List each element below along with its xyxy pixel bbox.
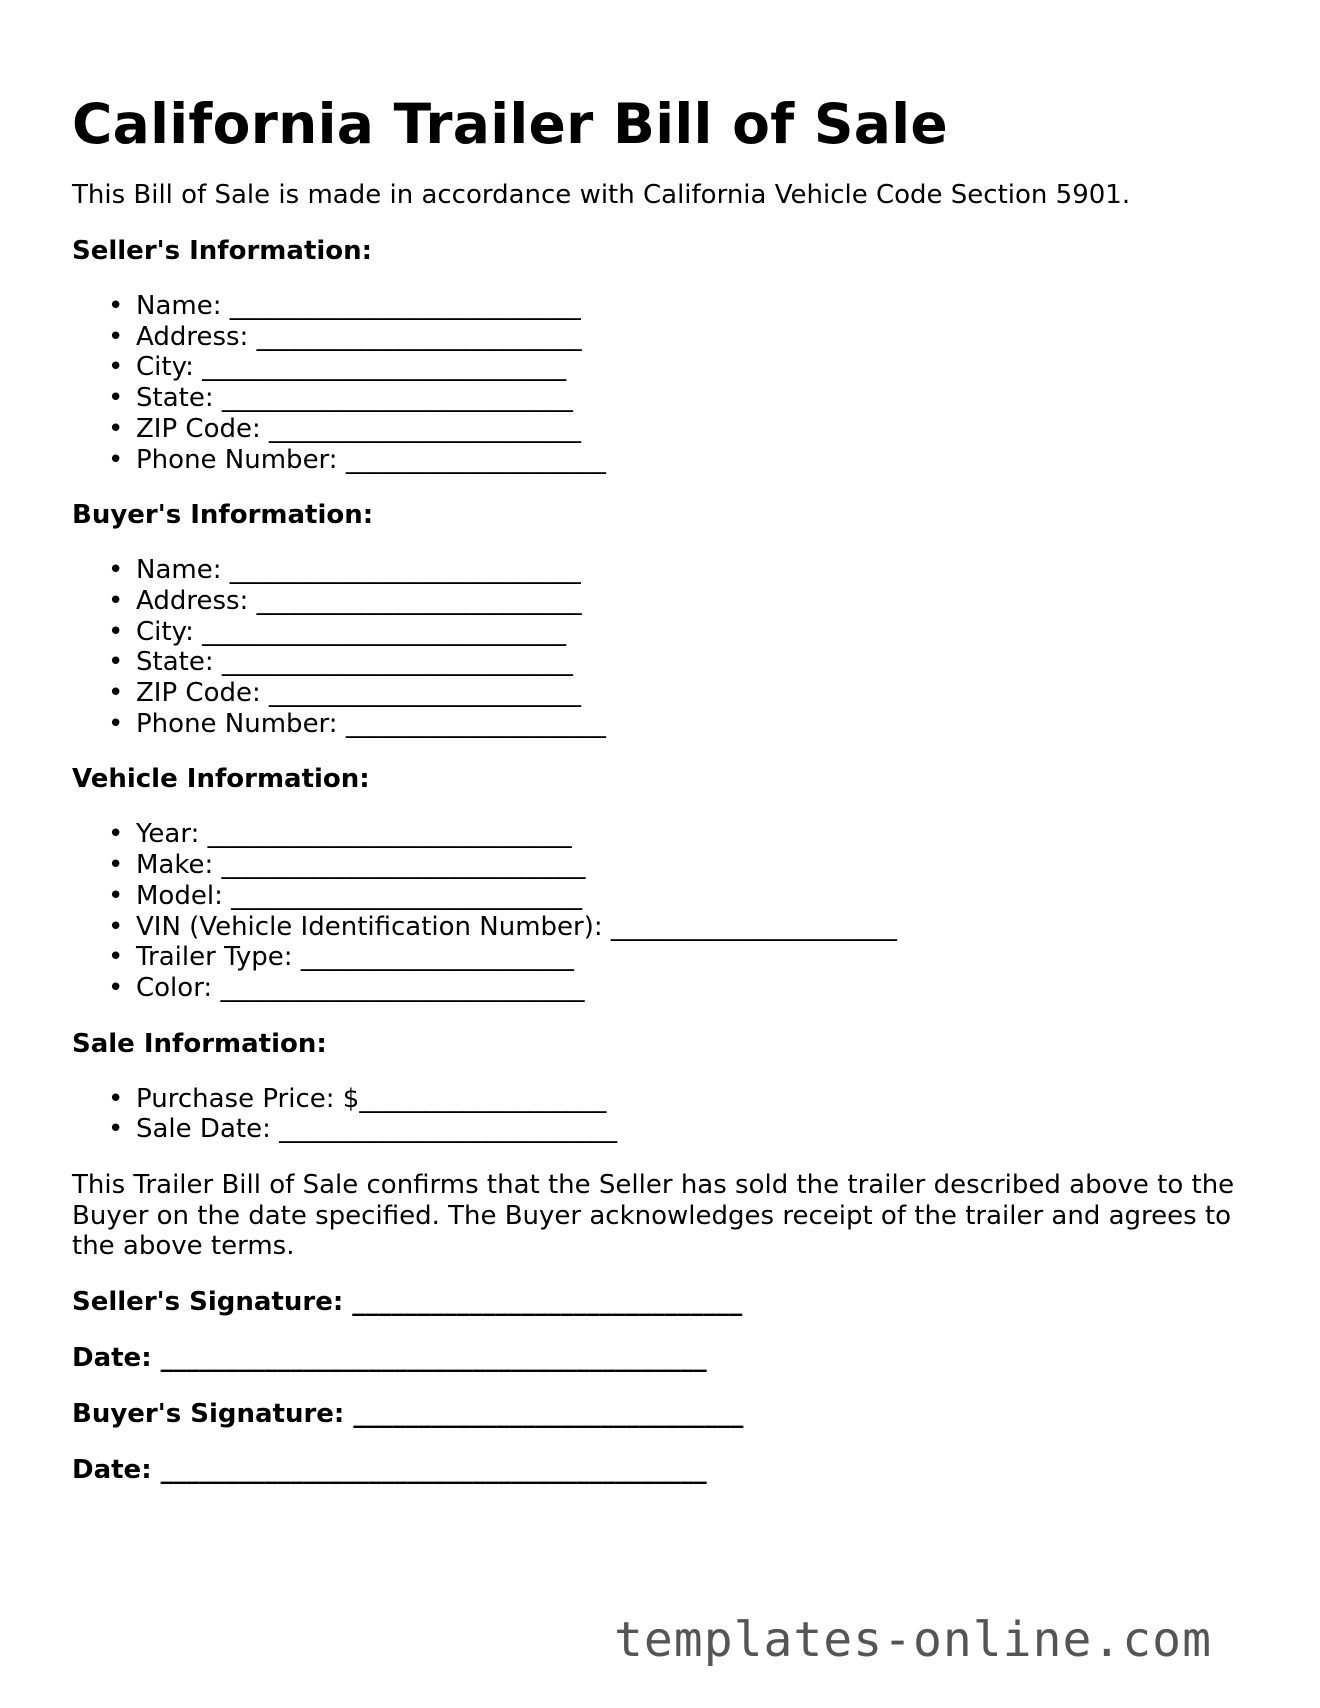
sale-info-list bbox=[72, 1084, 1252, 1145]
vehicle-make-field: • Make: ____________________________ bbox=[72, 850, 1252, 881]
seller-info-list bbox=[72, 291, 1252, 475]
buyer-name-field: • Name: ___________________________ bbox=[72, 555, 1252, 586]
buyer-date-line: Date: __________________________________________ bbox=[72, 1454, 707, 1485]
seller-zip-field: • ZIP Code: ________________________ bbox=[72, 414, 1252, 445]
buyer-info-list bbox=[72, 555, 1252, 739]
vehicle-model-field: • Model: ___________________________ bbox=[72, 881, 1252, 912]
buyer-state-field: • State: ___________________________ bbox=[72, 647, 1252, 678]
seller-date-line: Date: __________________________________________ bbox=[72, 1342, 707, 1373]
sale-date-field: • Sale Date: __________________________ bbox=[72, 1114, 1252, 1145]
buyer-signature-line: Buyer's Signature: ______________________________ bbox=[72, 1398, 744, 1429]
document-page bbox=[72, 88, 1252, 1486]
seller-city-field: • City: ____________________________ bbox=[72, 352, 1252, 383]
vehicle-section-heading: Vehicle Information: bbox=[72, 764, 370, 795]
watermark: templates-online.com bbox=[614, 1612, 1212, 1668]
vehicle-vin-field: • VIN (Vehicle Identification Number): ______________________ bbox=[72, 912, 1252, 943]
vehicle-year-field: • Year: ____________________________ bbox=[72, 819, 1252, 850]
vehicle-color-field: • Color: ____________________________ bbox=[72, 973, 1252, 1004]
buyer-city-field: • City: ____________________________ bbox=[72, 617, 1252, 648]
seller-address-field: • Address: _________________________ bbox=[72, 322, 1252, 353]
seller-section-heading: Seller's Information: bbox=[72, 236, 373, 266]
seller-state-field: • State: ___________________________ bbox=[72, 383, 1252, 414]
buyer-address-field: • Address: _________________________ bbox=[72, 586, 1252, 617]
vehicle-trailer-type-field: • Trailer Type: _____________________ bbox=[72, 942, 1252, 973]
seller-phone-field: • Phone Number: ____________________ bbox=[72, 445, 1252, 476]
seller-name-field: • Name: ___________________________ bbox=[72, 291, 1252, 322]
seller-signature-line: Seller's Signature: ______________________________ bbox=[72, 1286, 743, 1317]
sale-section-heading: Sale Information: bbox=[72, 1028, 327, 1059]
vehicle-info-list bbox=[72, 819, 1252, 1003]
buyer-zip-field: • ZIP Code: ________________________ bbox=[72, 678, 1252, 709]
closing-statement: This Trailer Bill of Sale confirms that the Seller has sold the trailer described above to the Buyer on the date specified. The Buyer acknowledges receipt of the trailer and agrees to the above terms. bbox=[72, 1170, 1235, 1262]
buyer-section-heading: Buyer's Information: bbox=[72, 500, 374, 531]
intro-text: This Bill of Sale is made in accordance with California Vehicle Code Section 5901. bbox=[72, 180, 1131, 210]
sale-price-field: • Purchase Price: $___________________ bbox=[72, 1084, 1252, 1115]
document-title: California Trailer Bill of Sale bbox=[72, 92, 948, 156]
buyer-phone-field: • Phone Number: ____________________ bbox=[72, 709, 1252, 740]
